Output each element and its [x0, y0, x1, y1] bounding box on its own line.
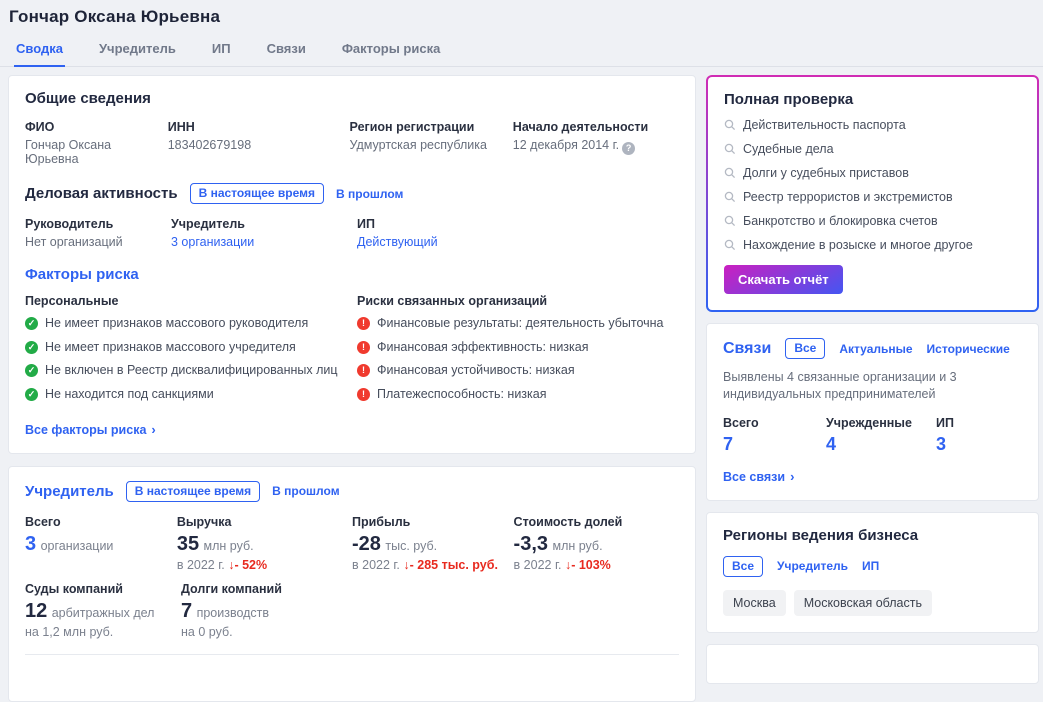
conn-stat-total: Всего 7 — [723, 416, 826, 455]
check-icon: ✓ — [25, 341, 38, 354]
regions-filter-founder[interactable]: Учредитель — [777, 559, 848, 574]
field-region-label: Регион регистрации — [349, 120, 475, 134]
check-icon: ✓ — [25, 364, 38, 377]
tab-bar — [0, 31, 1043, 67]
connections-stats — [723, 416, 1022, 455]
field-director-label: Руководитель — [25, 217, 114, 231]
risk-item: ! Финансовые результаты: деятельность убыточна — [357, 316, 664, 332]
all-risk-factors-link[interactable]: Все факторы риска › — [25, 421, 156, 437]
personal-risks-title: Персональные — [25, 294, 119, 308]
stat-revenue-value: 35 — [176, 532, 200, 555]
conn-stat-total-value[interactable]: 7 — [723, 433, 734, 454]
business-activity-head — [25, 183, 679, 204]
field-start-date-label: Начало деятельности — [512, 120, 649, 134]
field-founder-label: Учредитель — [171, 217, 245, 231]
page-title: Гончар Оксана Юрьевна — [9, 7, 221, 26]
personal-risks — [25, 294, 357, 411]
check-item: Долги у судебных приставов — [724, 166, 1021, 180]
region-tag: Московская область — [794, 590, 932, 616]
tab-connections[interactable]: Связи — [266, 41, 306, 56]
full-check-card — [708, 77, 1037, 310]
all-connections-link[interactable]: Все связи › — [723, 468, 795, 484]
founder-toggle-current[interactable]: В настоящее время — [126, 481, 260, 502]
connections-filter-historical[interactable]: Исторические — [926, 341, 1010, 356]
connections-filter-all[interactable]: Все — [785, 338, 825, 359]
risk-item: ✓ Не имеет признаков массового руководителя — [25, 316, 357, 332]
next-card-partial — [706, 644, 1039, 684]
tab-risk-factors[interactable]: Факторы риска — [341, 41, 441, 56]
stat-courts: Суды компаний 12 арбитражных дел на 1,2 млн руб. — [25, 581, 155, 639]
field-ip-label: ИП — [357, 217, 375, 231]
search-icon — [724, 143, 736, 155]
risk-factors-title: Факторы риска — [25, 266, 139, 283]
tab-ip[interactable]: ИП — [211, 41, 231, 56]
content — [0, 67, 1043, 702]
down-arrow-icon: ↓ — [564, 557, 572, 572]
stat-debts: Долги компаний 7 производств на 0 руб. — [181, 581, 282, 639]
search-icon — [724, 215, 736, 227]
left-column — [8, 75, 696, 702]
field-inn — [168, 120, 350, 166]
connections-card — [706, 323, 1039, 501]
risk-columns — [25, 294, 679, 411]
stat-total-value[interactable]: 3 — [25, 532, 37, 555]
search-icon — [724, 167, 736, 179]
page-header — [0, 0, 1043, 31]
founder-toggle-past[interactable]: В прошлом — [272, 484, 340, 498]
connections-description: Выявлены 4 связанные организации и 3 индивидуальных предпринимателей — [723, 370, 957, 401]
field-fio-label: ФИО — [25, 120, 55, 134]
check-item: Действительность паспорта — [724, 118, 1021, 132]
region-tag: Москва — [723, 590, 786, 616]
full-check-card-border — [706, 75, 1039, 312]
region-tags — [723, 590, 1022, 616]
down-arrow-icon: ↓ — [228, 557, 235, 572]
founder-stats-row — [25, 515, 679, 572]
alert-icon: ! — [357, 317, 370, 330]
check-item: Банкротство и блокировка счетов — [724, 214, 1021, 228]
stat-profit-value: -28 — [352, 532, 381, 555]
general-info-card — [8, 75, 696, 454]
stat-total: Всего 3 организации — [25, 514, 114, 555]
conn-stat-founded-value[interactable]: 4 — [826, 433, 837, 454]
field-region — [350, 120, 513, 166]
check-item: Нахождение в розыске и многое другое — [724, 238, 1021, 252]
field-director — [25, 217, 171, 249]
risk-item: ! Финансовая эффективность: низкая — [357, 340, 664, 356]
alert-icon: ! — [357, 388, 370, 401]
founder-head — [25, 481, 679, 502]
field-start-date-value: 12 декабря 2014 г. ? — [513, 138, 679, 155]
search-icon — [724, 119, 736, 131]
check-item: Судебные дела — [724, 142, 1021, 156]
conn-stat-ip: ИП 3 — [936, 416, 996, 455]
founder-card — [8, 466, 696, 702]
stat-share-value-value: -3,3 — [513, 532, 549, 555]
field-director-value: Нет организаций — [25, 235, 123, 249]
question-icon[interactable]: ? — [622, 142, 635, 155]
risk-item: ✓ Не находится под санкциями — [25, 387, 357, 403]
related-risks-title: Риски связанных организаций — [357, 294, 548, 308]
conn-stat-ip-value[interactable]: 3 — [936, 433, 947, 454]
check-icon: ✓ — [25, 317, 38, 330]
founder-title: Учредитель — [25, 482, 114, 500]
regions-card — [706, 512, 1039, 633]
search-icon — [724, 191, 736, 203]
download-report-button[interactable]: Скачать отчёт — [724, 265, 843, 294]
down-arrow-icon: ↓ — [403, 557, 410, 572]
activity-toggle-past[interactable]: В прошлом — [335, 186, 404, 201]
field-fio — [25, 120, 168, 166]
stat-revenue: Выручка 35 млн руб. в 2022 г. ↓- 52% — [176, 514, 268, 572]
regions-title: Регионы ведения бизнеса — [723, 526, 919, 544]
stat-share-value: Стоимость долей -3,3 млн руб. в 2022 г. ↓- 103% — [513, 514, 623, 572]
connections-filter-actual[interactable]: Актуальные — [839, 341, 913, 356]
field-founder — [171, 217, 357, 249]
regions-filters — [723, 556, 1022, 577]
activity-toggle-current[interactable]: В настоящее время — [190, 183, 324, 204]
chevron-right-icon: › — [790, 468, 795, 484]
check-item: Реестр террористов и экстремистов — [724, 190, 1021, 204]
field-inn-label: ИНН — [167, 120, 195, 134]
full-check-title: Полная проверка — [724, 91, 854, 108]
general-info-title: Общие сведения — [25, 90, 151, 107]
right-column — [706, 75, 1039, 684]
founder-stats-row-2 — [25, 582, 679, 639]
regions-filter-ip[interactable]: ИП — [862, 559, 880, 574]
stat-profit: Прибыль -28 тыс. руб. в 2022 г. ↓- 285 тыс. руб. — [352, 514, 498, 572]
connections-head — [723, 338, 1022, 359]
field-start-date — [513, 120, 679, 166]
alert-icon: ! — [357, 364, 370, 377]
conn-stat-founded: Учрежденные 4 — [826, 416, 936, 455]
field-region-value: Удмуртская республика — [349, 138, 487, 152]
risk-item: ✓ Не имеет признаков массового учредителя — [25, 340, 357, 356]
connections-title: Связи — [723, 339, 772, 357]
risk-item: ✓ Не включен в Реестр дисквалифицированных лиц — [25, 363, 357, 379]
general-fields — [25, 120, 679, 166]
field-ip-value-link[interactable]: Действующий — [357, 235, 438, 249]
field-fio-value: Гончар Оксана Юрьевна — [25, 138, 112, 166]
chevron-right-icon: › — [151, 421, 156, 437]
check-icon: ✓ — [25, 388, 38, 401]
field-ip — [357, 217, 524, 249]
risk-item: ! Платежеспособность: низкая — [357, 387, 664, 403]
tab-founder[interactable]: Учредитель — [98, 41, 176, 56]
tab-summary[interactable]: Сводка — [14, 37, 65, 67]
business-activity-title: Деловая активность — [25, 185, 178, 202]
field-inn-value: 183402679198 — [167, 138, 252, 152]
related-org-risks — [357, 294, 664, 411]
regions-filter-all[interactable]: Все — [723, 556, 763, 577]
stat-debts-value: 7 — [181, 599, 193, 622]
activity-fields — [25, 217, 679, 249]
stat-courts-value: 12 — [25, 599, 48, 622]
risk-item: ! Финансовая устойчивость: низкая — [357, 363, 664, 379]
alert-icon: ! — [357, 341, 370, 354]
field-founder-value-link[interactable]: 3 организации — [171, 235, 255, 249]
search-icon — [724, 239, 736, 251]
